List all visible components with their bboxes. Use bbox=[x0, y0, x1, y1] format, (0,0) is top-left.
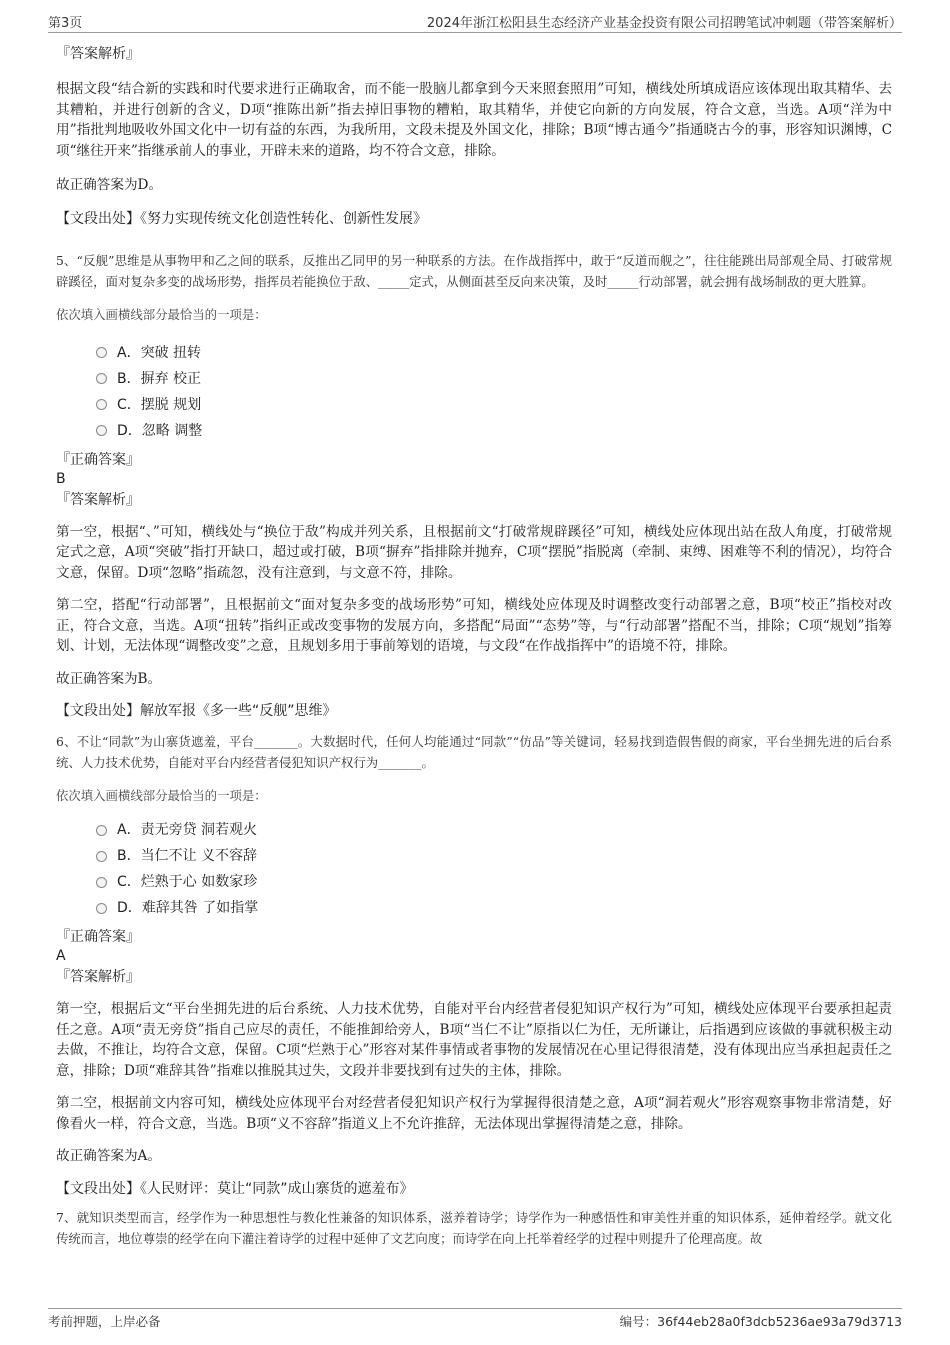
answer-value: B bbox=[56, 470, 66, 487]
radio-icon[interactable] bbox=[96, 851, 107, 862]
option-a[interactable]: A．突破 扭转 bbox=[96, 340, 892, 366]
document-title: 2024年浙江松阳县生态经济产业基金投资有限公司招聘笔试冲刺题（带答案解析） bbox=[426, 16, 902, 31]
radio-icon[interactable] bbox=[96, 877, 107, 888]
analysis-paragraph: 第二空，搭配“行动部署”，且根据前文“面对复杂多变的战场形势”可知，横线处应体现及时调整改变行动部署之意，B项“校正”指校对改正，符合文意，当选。A项“扭转”指纠正或改变事物的发展方向，多搭配“局面”“态势”等，与“行动部署”搭配不当，排除；C项“规划”指筹划、计划，无法体现“调整改变”之意，且规划多用于事前筹划的语境，与文段“在作战指挥中”的语境不符，排除。 bbox=[56, 597, 892, 654]
question-5: 5、“反舰”思维是从事物甲和乙之间的联系，反推出乙同甲的另一种联系的方法。在作战指挥中，敢于“反道而舰之”，往往能跳出局部观全局、打破常规辟蹊径，面对复杂多变的战场形势，指挥员若能换位于敌、_____定式，从侧面甚至反向来决策，及时_____行动部署，就会拥有战场制敌的更大胜算。 bbox=[56, 252, 892, 289]
analysis-label: 『答案解析』 bbox=[56, 46, 140, 62]
source-citation: 【文段出处】《努力实现传统文化创造性转化、创新性发展》 bbox=[56, 210, 427, 227]
answer-label: 『正确答案』 bbox=[56, 929, 140, 945]
analysis-label: 『答案解析』 bbox=[56, 491, 140, 508]
source-citation: 【文段出处】《人民财评：莫让“同款”成山寨货的遮羞布》 bbox=[56, 1180, 414, 1197]
source-citation: 【文段出处】解放军报《多一些“反舰”思维》 bbox=[56, 703, 337, 719]
analysis-paragraph: 第一空，根据后文“平台坐拥先进的后台系统、人力技术优势，自能对平台内经营者侵犯知识产权行为”可知，横线处应体现平台要承担起责任之意。A项“责无旁贷”指自己应尽的责任，不能推卸给旁人，B项“当仁不让”原指以仁为任，无所谦让，后指遇到应该做的事就积极主动去做，不推让，均符合文意，保留。C项“烂熟于心”形容对某件事情或者事物的发展情况在心里记得很清楚，没有体现出应当承担起责任之意，排除；D项“难辞其咎”指难以推脱其过失，文段并非要找到有过失的主体，排除。 bbox=[56, 1001, 892, 1079]
radio-icon[interactable] bbox=[96, 399, 107, 410]
analysis-label: 『答案解析』 bbox=[56, 969, 140, 985]
analysis-paragraph: 根据文段“结合新的实践和时代要求进行正确取舍，而不能一股脑儿都拿到今天来照套照用”可知，横线处所填成语应该体现出取其精华、去其糟粕，并进行创新的含义，D项“推陈出新”指去掉旧事物的糟粕，取其精华，并使它向新的方向发展，符合文意，当选。A项“洋为中用”指批判地吸收外国文化中一切有益的东西，为我所用，文段未提及外国文化，排除；B项“博古通今”指通晓古今的事，形容知识渊博，C项“继往开来”指继承前人的事业，开辟未来的道路，均不符合文意，排除。 bbox=[56, 81, 892, 159]
document-id: 编号：36f44eb28a0f3dcb5236ae93a79d3713 bbox=[619, 1314, 902, 1329]
conclusion: 故正确答案为B。 bbox=[56, 670, 162, 687]
answer-value: A bbox=[56, 948, 66, 964]
options-list bbox=[56, 340, 892, 444]
radio-icon[interactable] bbox=[96, 347, 107, 358]
question-prompt: 依次填入画横线部分最恰当的一项是： bbox=[56, 306, 267, 322]
conclusion: 故正确答案为D。 bbox=[56, 177, 163, 193]
page-content bbox=[56, 44, 892, 1249]
radio-icon[interactable] bbox=[96, 425, 107, 436]
question-6: 6、不让“同款”为山寨货遮羞，平台_______。大数据时代，任何人均能通过“同款”“仿品”等关键词，轻易找到造假售假的商家，平台坐拥先进的后台系统、人力技术优势，自能对平台内经营者侵犯知识产权行为_______。 bbox=[56, 734, 892, 770]
analysis-paragraph: 第二空，根据前文内容可知，横线处应体现平台对经营者侵犯知识产权行为掌握得很清楚之意，A项“洞若观火”形容观察事物非常清楚，好像看火一样，符合文意，当选。B项“义不容辞”指道义上不允许推辞，无法体现出掌握得清楚之意，排除。 bbox=[56, 1095, 892, 1132]
page-footer bbox=[48, 1308, 902, 1329]
page-number: 第3页 bbox=[48, 16, 83, 31]
option-c[interactable]: C．烂熟于心 如数家珍 bbox=[96, 869, 892, 895]
option-b[interactable]: B．摒弃 校正 bbox=[96, 366, 892, 392]
conclusion: 故正确答案为A。 bbox=[56, 1148, 161, 1164]
analysis-paragraph: 第一空，根据“、”可知，横线处与“换位于敌”构成并列关系，且根据前文“打破常规辟蹊径”可知，横线处应体现出站在敌人角度，打破常规定式之意，A项“突破”指打开缺口，超过或打破，B项“摒弃”指排除并抛弃，C项“摆脱”指脱离（牵制、束缚、困难等不利的情况），均符合文意，保留。D项“忽略”指疏忽，没有注意到，与文意不符，排除。 bbox=[56, 523, 892, 581]
option-d[interactable]: D．忽略 调整 bbox=[96, 418, 892, 444]
option-d[interactable]: D．难辞其咎 了如指掌 bbox=[96, 895, 892, 921]
question-7: 7、就知识类型而言，经学作为一种思想性与教化性兼备的知识体系，滋养着诗学；诗学作为一种感悟性和审美性并重的知识体系，延伸着经学。就文化传统而言，地位尊崇的经学在向下灌注着诗学的过程中延伸了文艺向度；而诗学在向上托举着经学的过程中则提升了伦理高度。故 bbox=[56, 1209, 892, 1246]
option-b[interactable]: B．当仁不让 义不容辞 bbox=[96, 843, 892, 869]
footer-slogan: 考前押题，上岸必备 bbox=[48, 1314, 161, 1329]
options-list bbox=[56, 817, 892, 921]
option-a[interactable]: A．责无旁贷 洞若观火 bbox=[96, 817, 892, 843]
answer-label: 『正确答案』 bbox=[56, 451, 140, 468]
radio-icon[interactable] bbox=[96, 825, 107, 836]
page-header bbox=[48, 10, 902, 33]
radio-icon[interactable] bbox=[96, 903, 107, 914]
radio-icon[interactable] bbox=[96, 373, 107, 384]
question-prompt: 依次填入画横线部分最恰当的一项是： bbox=[56, 788, 267, 803]
option-c[interactable]: C．摆脱 规划 bbox=[96, 392, 892, 418]
